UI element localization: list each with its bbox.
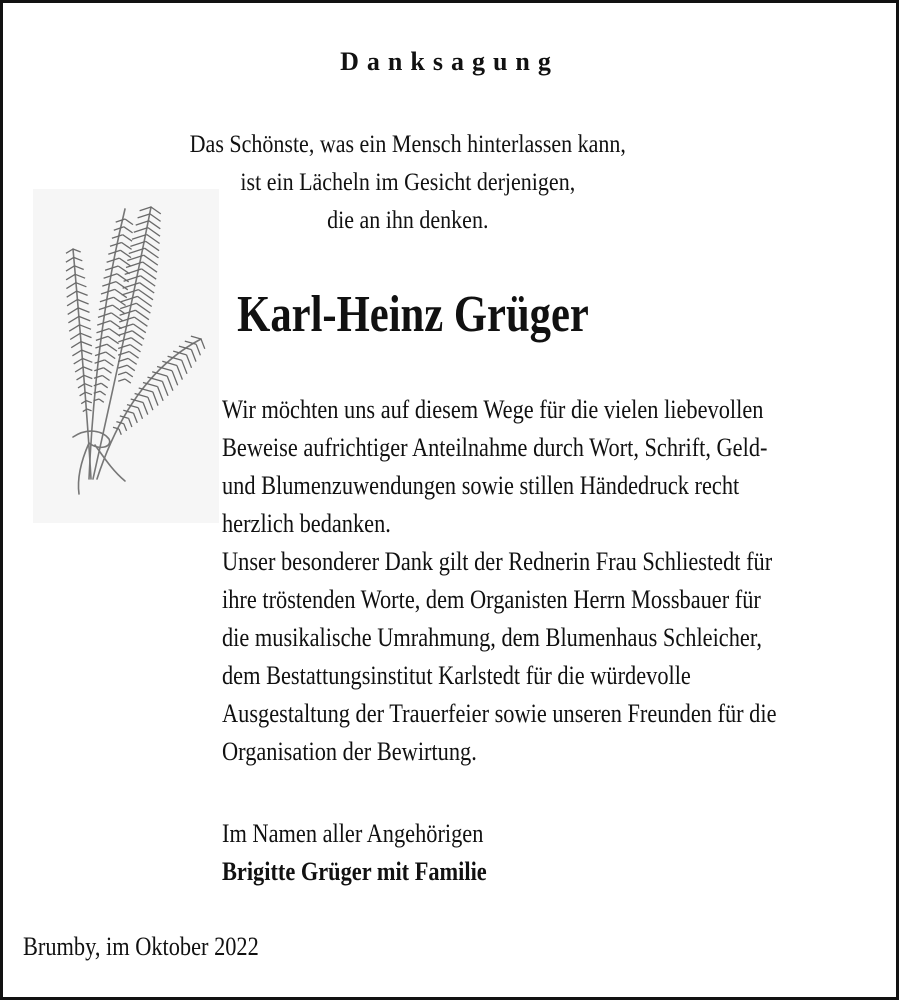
- body-line: Organisation der Bewirtung.: [222, 737, 477, 766]
- signature-block: [222, 815, 652, 891]
- quote-line: die an ihn denken.: [327, 207, 489, 234]
- body-line: Unser besonderer Dank gilt der Rednerin Frau Schliestedt für: [222, 547, 773, 576]
- body-line: Wir möchten uns auf diesem Wege für die vielen liebevollen: [222, 395, 764, 424]
- quote-line: Das Schönste, was ein Mensch hinterlassen kann,: [189, 131, 626, 158]
- body-line: Ausgestaltung der Trauerfeier sowie unseren Freunden für die: [222, 699, 777, 728]
- place-date: Brumby, im Oktober 2022: [23, 932, 259, 961]
- fern-bouquet-icon: [33, 189, 219, 523]
- heading: Danksagung: [340, 47, 559, 76]
- body-line: dem Bestattungsinstitut Karlstedt für die würdevolle: [222, 661, 691, 690]
- signature-intro: Im Namen aller Angehörigen: [222, 819, 484, 848]
- body-line: Beweise aufrichtiger Anteilnahme durch Wort, Schrift, Geld-: [222, 433, 768, 462]
- quote-line: ist ein Lächeln im Gesicht derjenigen,: [240, 169, 576, 196]
- deceased-name: Karl-Heinz Grüger: [237, 286, 589, 343]
- body-line: ihre tröstenden Worte, dem Organisten Herrn Mossbauer für: [222, 585, 761, 614]
- body-line: die musikalische Umrahmung, dem Blumenhaus Schleicher,: [222, 623, 762, 652]
- signature-family: Brigitte Grüger mit Familie: [222, 857, 487, 886]
- body-text: [222, 391, 858, 771]
- body-line: herzlich bedanken.: [222, 509, 391, 538]
- body-line: und Blumenzuwendungen sowie stillen Händedruck recht: [222, 471, 740, 500]
